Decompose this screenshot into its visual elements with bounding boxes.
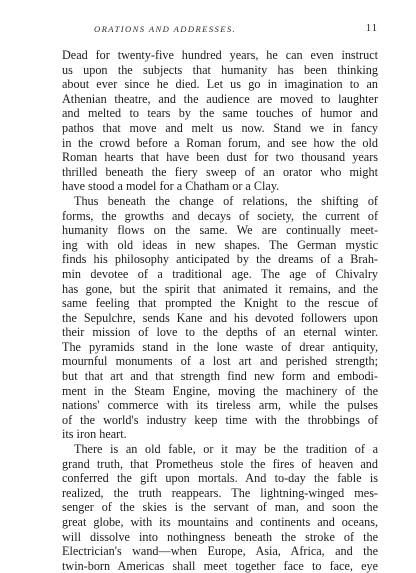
text-line: Thus beneath the change of relations, the shifting of [74,193,378,208]
text-line: their mission of love to the depths of an eternal winter. [62,325,378,340]
text-line: thrilled beneath the fiery sweep of an orator who might [62,164,378,179]
text-line: ment in the Steam Engine, moving the machinery of the [62,383,378,398]
page-number: 11 [365,23,378,34]
text-line: but that art and that strength find new form and embodi- [62,369,378,384]
text-line: in the crowd before a Roman forum, and see how the old [62,135,378,150]
text-line: Roman hearts that have been dust for two thousand years [62,150,378,165]
paragraph-2 [62,194,378,442]
text-line: senger of the skies is the servant of man, and soon the [62,500,378,515]
text-line: and melted to tears by the same touches of humor and [62,106,378,121]
text-line: ing with old ideas in new shapes. The German mystic [62,237,378,252]
text-line: min devotee of a traditional age. The age of Chivalry [62,266,378,281]
text-line: great globe, with its mountains and continents and oceans, [62,515,378,529]
text-line: have stood a model for a Chatham or a Clay. [62,179,280,194]
text-line: of the world's industry keep time with the throbbings of [62,412,378,427]
text-line: Electrician's wand—when Europe, Asia, Africa, and the [62,544,378,559]
text-line: will dissolve into nothingness beneath the stroke of the [62,529,378,544]
text-line: same feeling that prompted the Knight to the rescue of [62,296,378,311]
text-line: conferred the gift upon mortals. And to-day the fable is [62,471,378,486]
text-line: mournful monuments of a lost art and perished strength; [62,354,378,369]
text-line: Athenian theatre, and the audience are moved to laughter [62,91,378,106]
text-line: The pyramids stand in the lone waste of drear antiquity, [62,339,378,354]
text-line: There is an old fable, or it may be the tradition of a [74,442,378,457]
text-line: us upon the subjects that humanity has been thinking [62,62,378,77]
text-line: nations' commerce with its tireless arm, while the pulses [62,398,378,413]
text-line: realized, the truth reappears. The lightning-winged mes- [62,485,378,500]
text-line: finds his philosophy anticipated by the dreams of a Brah- [62,252,378,267]
running-head [62,24,378,40]
paragraph-1 [62,48,378,194]
text-line: its iron heart. [62,427,127,442]
text-line: grand truth, that Prometheus stole the fires of heaven and [62,456,378,471]
text-line: humanity flows on the same. We are continually meet- [62,223,378,238]
text-line: pathos that move and melt us now. Stand we in fancy [62,120,378,135]
text-line: about ever since he died. Let us go in imagination to an [62,77,378,92]
text-line: twin-born Americas shall meet together face to face, eye [62,558,378,573]
text-line: Dead for twenty-five hundred years, he can even instruct [62,48,378,62]
book-page [62,24,378,573]
text-line: the Sepulchre, sends Kane and his devoted followers upon [62,310,378,325]
paragraph-3 [62,442,378,573]
text-line: forms, the growths and decays of society, the current of [62,208,378,223]
running-title: ORATIONS AND ADDRESSES. [94,24,237,34]
text-line: has gone, but the spirit that animated it remains, and the [62,281,378,296]
